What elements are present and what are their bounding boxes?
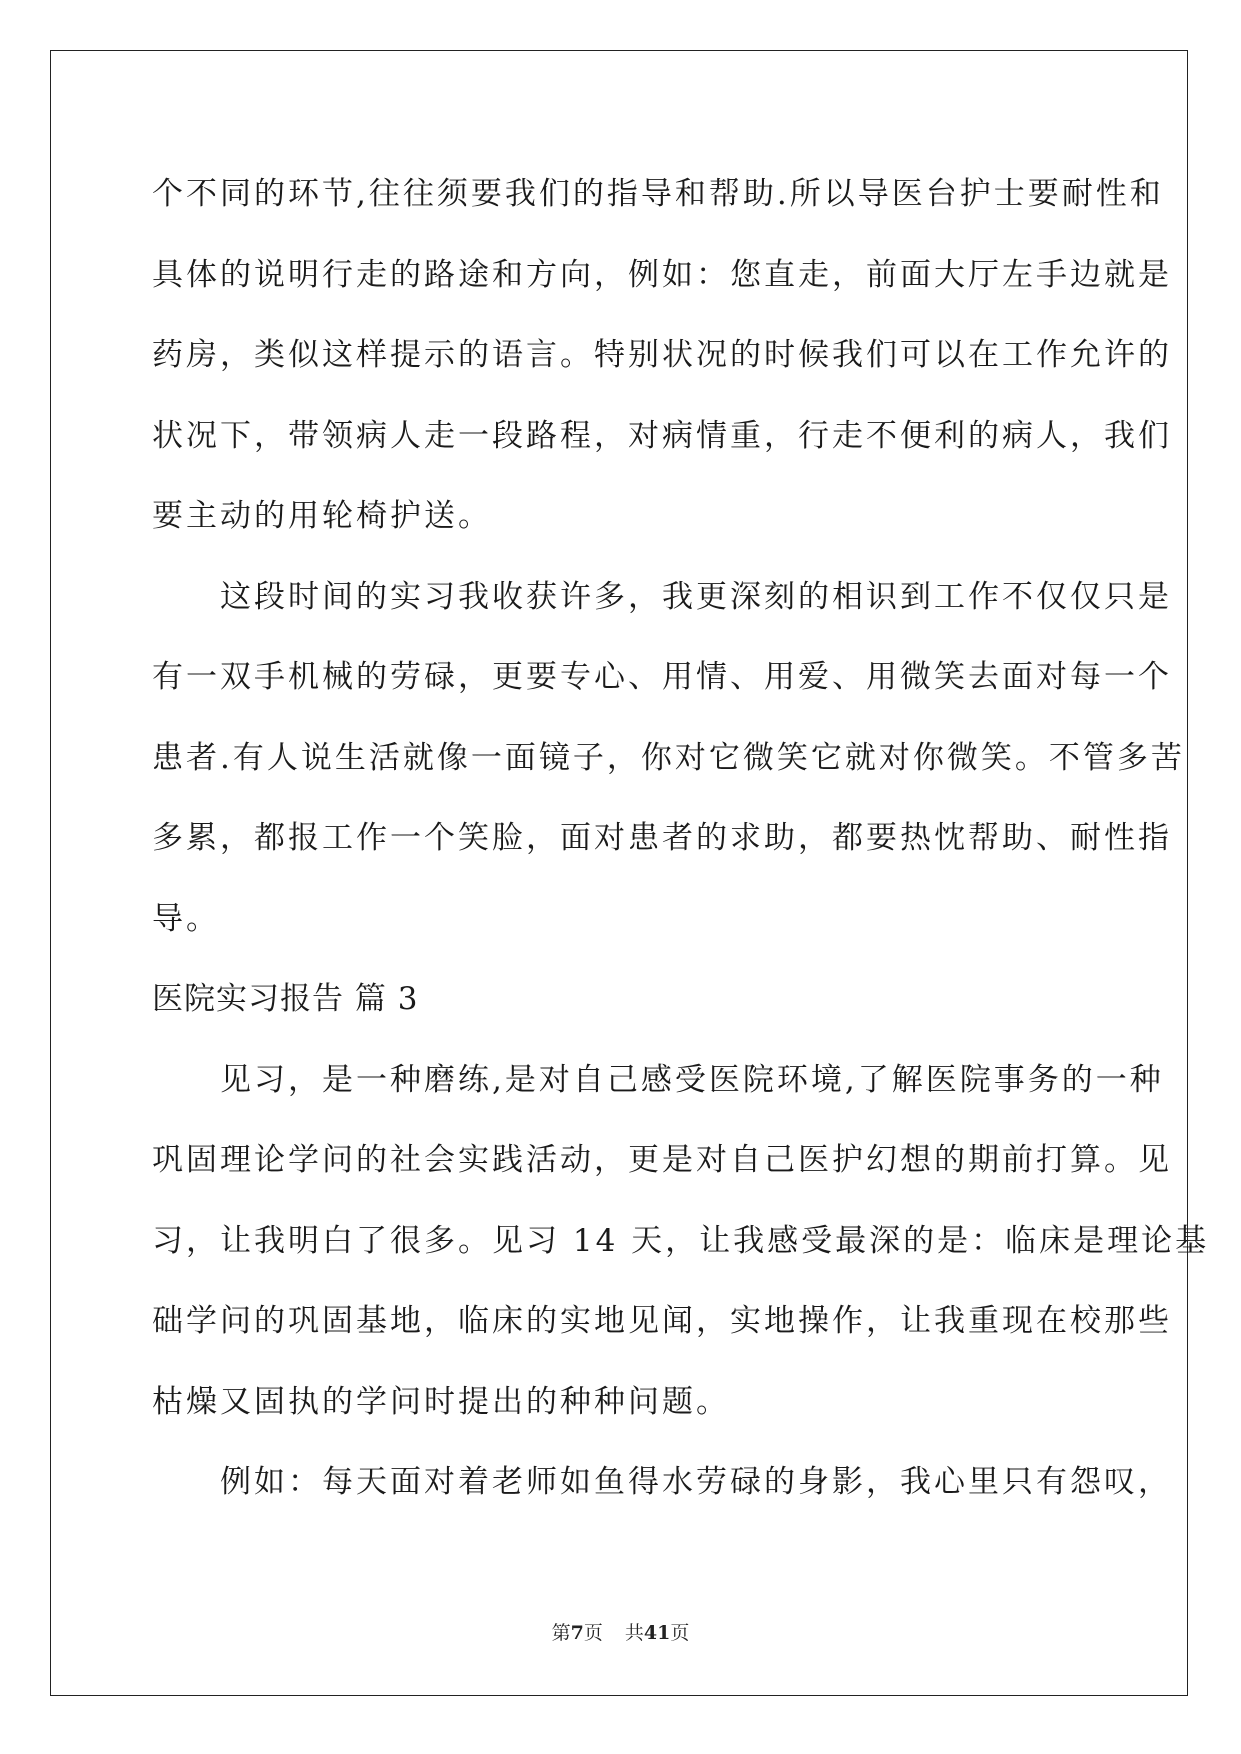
text-line: 要主动的用轮椅护送。 — [152, 498, 492, 534]
text-line: 状况下，带领病人走一段路程，对病情重，行走不便利的病人，我们 — [152, 417, 1172, 454]
text-line: 患者.有人说生活就像一面镜子，你对它微笑它就对你微笑。不管多苦 — [152, 739, 1185, 776]
page-number: 7 — [570, 1622, 584, 1644]
text-line: 具体的说明行走的路途和方向，例如：您直走，前面大厅左手边就是 — [152, 256, 1172, 293]
text-line: 导。 — [152, 900, 220, 937]
text-line: 习，让我明白了很多。见习 14 天，让我感受最深的是：临床是理论基 — [152, 1222, 1210, 1259]
footer-prefix: 第 — [551, 1622, 571, 1644]
text-line: 巩固理论学问的社会实践活动，更是对自己医护幻想的期前打算。见 — [152, 1142, 1172, 1178]
text-line: 例如：每天面对着老师如鱼得水劳碌的身影，我心里只有怨叹， — [152, 1464, 1172, 1500]
text-line: 这段时间的实习我收获许多，我更深刻的相识到工作不仅仅只是 — [152, 578, 1172, 615]
text-line: 个不同的环节,往往须要我们的指导和帮助.所以导医台护士要耐性和 — [152, 176, 1164, 212]
total-prefix: 共 — [624, 1622, 644, 1644]
page-footer — [0, 1621, 1241, 1645]
text-line: 有一双手机械的劳碌，更要专心、用情、用爱、用微笑去面对每一个 — [152, 659, 1172, 695]
total-unit: 页 — [670, 1622, 690, 1644]
document-body — [152, 154, 1210, 1523]
section-heading: 医院实习报告 篇 3 — [152, 981, 419, 1017]
text-line: 见习，是一种磨练,是对自己感受医院环境,了解医院事务的一种 — [152, 1061, 1164, 1098]
text-line: 药房，类似这样提示的语言。特别状况的时候我们可以在工作允许的 — [152, 337, 1172, 373]
text-line: 枯燥又固执的学问时提出的种种问题。 — [152, 1383, 730, 1420]
page-unit: 页 — [583, 1622, 603, 1644]
text-line: 多累，都报工作一个笑脸，面对患者的求助，都要热忱帮助、耐性指 — [152, 820, 1172, 856]
total-pages: 41 — [643, 1622, 671, 1644]
text-line: 础学问的巩固基地，临床的实地见闻，实地操作，让我重现在校那些 — [152, 1303, 1172, 1339]
